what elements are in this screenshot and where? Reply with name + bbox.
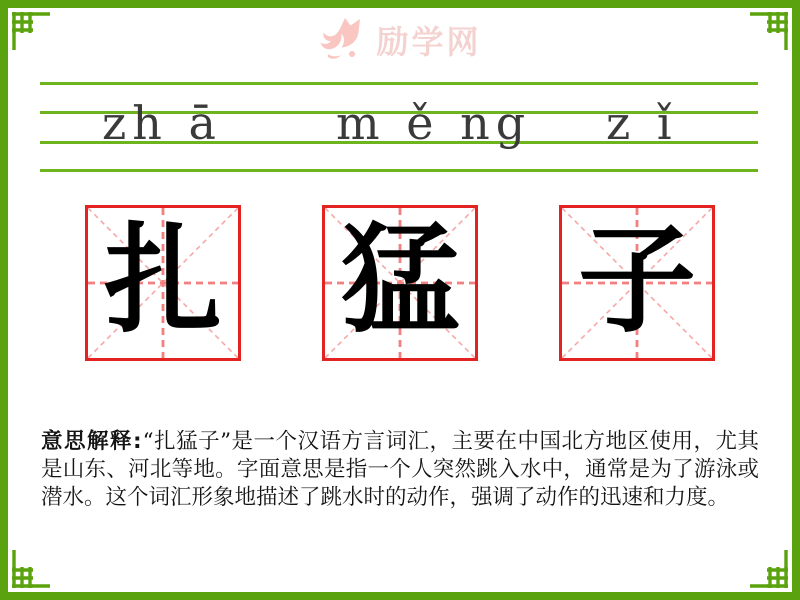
brand-name: 励学网 <box>376 23 482 61</box>
staff-line <box>40 169 758 172</box>
definition-label: 意思解释: <box>41 428 143 454</box>
pinyin-syllable: zh ā <box>102 96 222 150</box>
site-watermark <box>0 14 800 66</box>
definition-body: “扎猛子”是一个汉语方言词汇，主要在中国北方地区使用，尤其是山东、河北等地。字面意思是指一个人突然跳入水中，通常是为了游泳或潜水。这个词汇形象地描述了跳水时的动作，强调了动作的迅速和力度。 <box>41 428 759 510</box>
pinyin-syllable: m ě ng <box>336 96 532 150</box>
hanzi-character: 扎 <box>103 210 222 349</box>
definition-paragraph <box>41 428 759 512</box>
pinyin-syllable: z ǐ <box>606 96 678 150</box>
hanzi-practice-box <box>559 205 715 361</box>
hanzi-practice-box <box>85 205 241 361</box>
staff-line <box>40 82 758 85</box>
corner-fret-ornament-icon <box>10 550 50 590</box>
logo-fox-icon <box>318 14 370 66</box>
pinyin-four-line-staff <box>40 82 758 172</box>
corner-fret-ornament-icon <box>750 550 790 590</box>
hanzi-character: 猛 <box>340 210 459 349</box>
hanzi-character: 子 <box>577 210 696 349</box>
hanzi-practice-box <box>322 205 478 361</box>
